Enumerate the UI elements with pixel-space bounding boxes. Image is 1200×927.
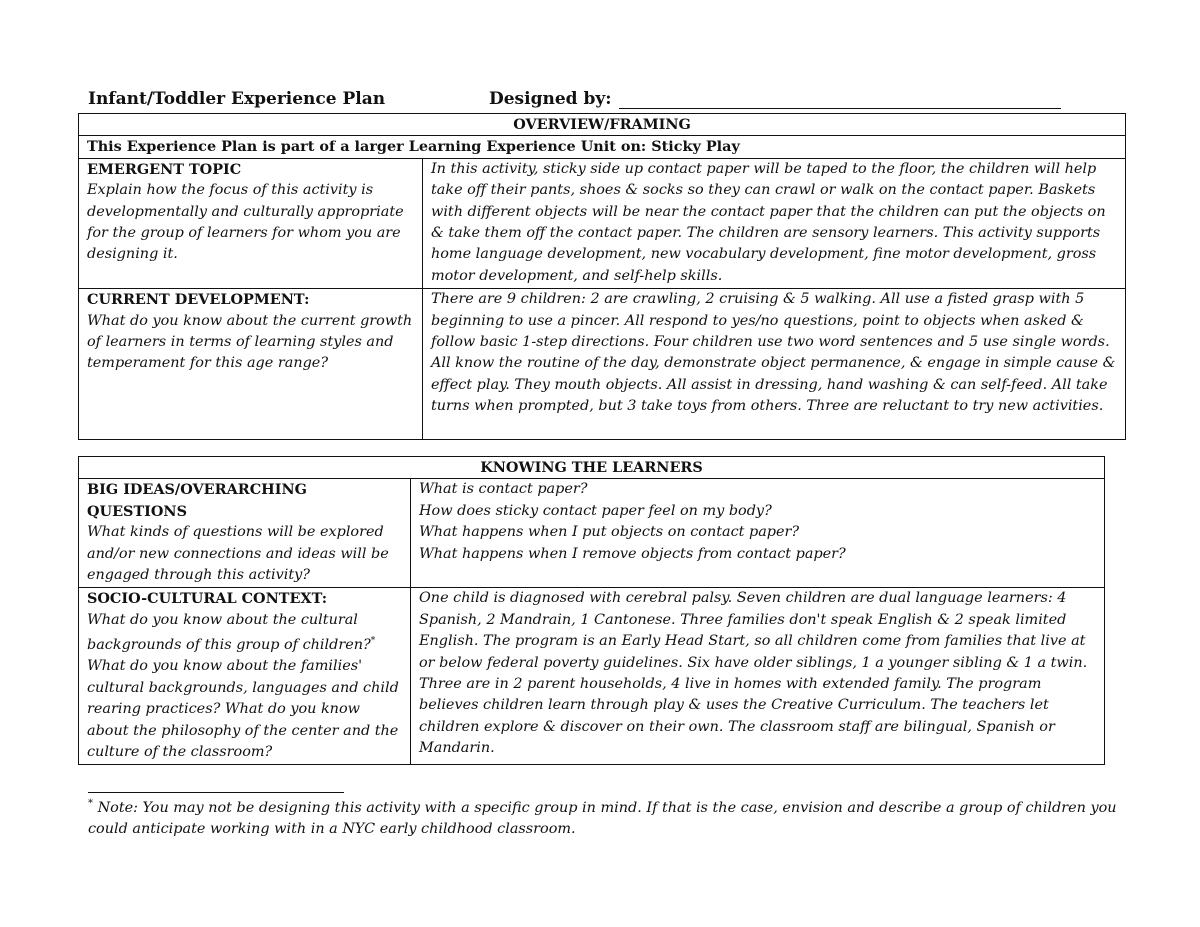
designed-by-blank-line	[619, 108, 1061, 109]
socio-cultural-label-cell	[79, 588, 411, 765]
current-development-prompt: What do you know about the current growth of learners in terms of learning styles and temperament for this age range?	[87, 312, 413, 372]
document-header	[88, 89, 988, 111]
socio-cultural-response-cell	[411, 588, 1105, 765]
socio-cultural-prompt-1	[87, 610, 402, 657]
current-development-response-cell	[423, 289, 1126, 440]
footnote-separator	[88, 792, 344, 793]
overview-heading: OVERVIEW/FRAMING	[79, 114, 1126, 136]
emergent-topic-row	[79, 158, 1126, 288]
big-ideas-response-cell	[411, 479, 1105, 588]
current-development-response: There are 9 children: 2 are crawling, 2 cruising & 5 walking. All use a fisted grasp with 5 beginning to use a pincer. All respond to yes/no questions, point to objects when asked & follow basic 1-step directions. Four children use two word sentences and 5 use single words. All know the routine of the day, demonstrate object permanence, & engage in simple cause & effect play. They mouth objects. All assist in dressing, hand washing & can self-feed. All take turns when prompted, but 3 take toys from others. Three are reluctant to try new activities.	[431, 291, 1116, 415]
socio-cultural-label: SOCIO-CULTURAL CONTEXT:	[87, 590, 328, 608]
designed-by-label: Designed by:	[489, 89, 612, 109]
emergent-topic-prompt: Explain how the focus of this activity is developmentally and culturally appropriate for the group of learners for whom you are designing it.	[87, 182, 404, 263]
emergent-topic-response: In this activity, sticky side up contact paper will be taped to the floor, the children will help take off their pants, shoes & socks so they can crawl or walk on the contact paper. Baskets with different objects will be near the contact paper that the children can put the objects on & take them off the contact paper. The children are sensory learners. This activity supports home language development, new vocabulary development, fine motor development, gross motor development, and self-help skills.	[431, 160, 1106, 284]
socio-cultural-row	[79, 588, 1105, 765]
emergent-topic-label: EMERGENT TOPIC	[87, 160, 242, 178]
footnote-reference-mark: *	[370, 636, 376, 647]
current-development-label-cell	[79, 289, 423, 440]
knowing-learners-table	[78, 456, 1105, 765]
emergent-topic-label-cell	[79, 158, 423, 288]
document-title: Infant/Toddler Experience Plan	[88, 89, 386, 109]
footnote-text: Note: You may not be designing this activity with a specific group in mind. If that is the case, envision and describe a group of children you could anticipate working with in a NYC early childhood classroom.	[88, 800, 1117, 838]
footnote	[88, 798, 1118, 841]
current-development-label: CURRENT DEVELOPMENT:	[87, 291, 310, 309]
emergent-topic-response-cell	[423, 158, 1126, 288]
big-ideas-prompt: What kinds of questions will be explored and/or new connections and ideas will be engaged through this activity?	[87, 524, 389, 584]
socio-cultural-response: One child is diagnosed with cerebral palsy. Seven children are dual language learners: 4 Spanish, 2 Mandrain, 1 Cantonese. Three families don't speak English & 2 speak limited English. The program is an Early Head Start, so all children come from families that live at or below federal poverty guidelines. Six have older siblings, 1 a younger sibling & 1 a twin. Three are in 2 parent households, 4 live in homes with extended family. The program believes children learn through play & uses the Creative Curriculum. The teachers let children explore & discover on their own. The classroom staff are bilingual, Spanish or Mandarin.	[419, 590, 1088, 757]
big-ideas-question: What happens when I put objects on contact paper?	[419, 524, 800, 541]
overview-table	[78, 113, 1126, 440]
big-ideas-label: BIG IDEAS/OVERARCHING QUESTIONS	[87, 481, 307, 520]
big-ideas-question: What happens when I remove objects from contact paper?	[419, 545, 846, 562]
big-ideas-question: What is contact paper?	[419, 481, 588, 498]
socio-cultural-prompt-2: What do you know about the families' cultural backgrounds, languages and child rearing practices? What do you know about the philosophy of the center and the culture of the classroom?	[87, 658, 399, 761]
unit-line: This Experience Plan is part of a larger Learning Experience Unit on: Sticky Play	[79, 136, 1126, 158]
current-development-row	[79, 289, 1126, 440]
knowing-learners-heading: KNOWING THE LEARNERS	[79, 457, 1105, 479]
socio-cultural-prompt-1-text: What do you know about the cultural backgrounds of this group of children?	[87, 611, 371, 654]
big-ideas-row	[79, 479, 1105, 588]
big-ideas-label-cell	[79, 479, 411, 588]
big-ideas-question: How does sticky contact paper feel on my body?	[419, 502, 772, 519]
footnote-mark: *	[88, 798, 93, 810]
